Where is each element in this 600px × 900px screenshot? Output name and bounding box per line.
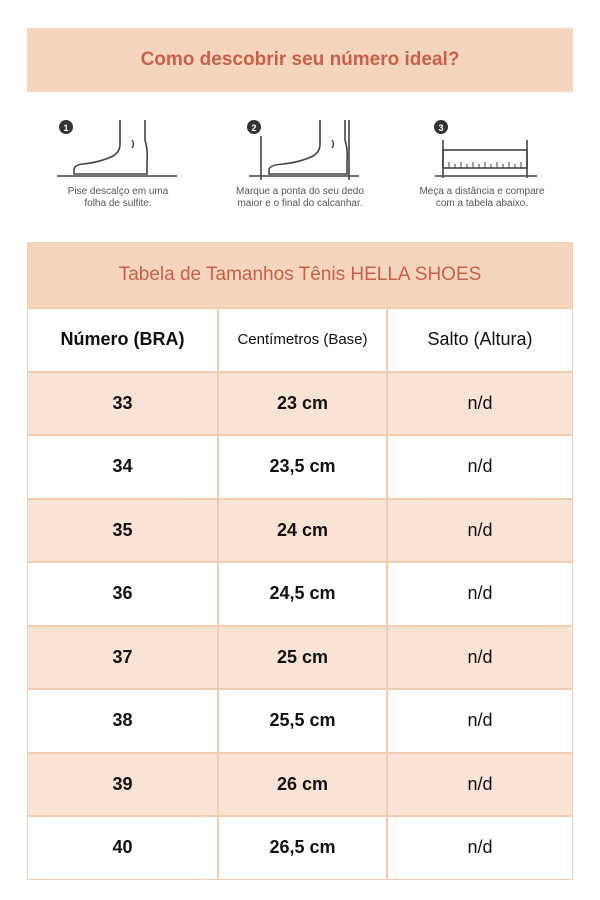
centimeters-cell: 26 cm — [217, 754, 386, 816]
step-3 — [391, 110, 573, 220]
size-table — [27, 242, 573, 880]
table-header-row — [28, 307, 572, 371]
table-row — [28, 752, 572, 816]
size-number-cell: 33 — [112, 392, 133, 413]
how-to-measure-banner — [27, 28, 573, 92]
table-title: Tabela de Tamanhos Tênis HELLA SHOES — [28, 243, 572, 307]
size-number-cell: 39 — [112, 773, 133, 794]
heel-height-cell: n/d — [386, 817, 572, 879]
centimeters-cell: 25,5 cm — [217, 690, 386, 752]
size-number-cell: 38 — [112, 710, 133, 731]
centimeters-cell: 26,5 cm — [217, 817, 386, 879]
foot-on-paper-icon — [27, 110, 209, 182]
step-3-caption: Meça a distância e compare com a tabela abaixo. — [419, 186, 545, 209]
centimeters-cell: 23,5 cm — [217, 436, 386, 498]
step-1 — [27, 110, 209, 220]
size-number-cell: 36 — [112, 583, 133, 604]
heel-height-cell: n/d — [386, 627, 572, 689]
svg-text:2: 2 — [251, 123, 257, 133]
svg-text:3: 3 — [438, 123, 444, 133]
column-header: Salto (Altura) — [386, 309, 572, 371]
size-number-cell: 35 — [112, 519, 133, 540]
centimeters-cell: 24,5 cm — [217, 563, 386, 625]
svg-text:1: 1 — [63, 123, 69, 133]
ruler-measure-icon — [391, 110, 573, 182]
heel-height-cell: n/d — [386, 563, 572, 625]
banner-title: Como descobrir seu número ideal? — [140, 49, 460, 70]
centimeters-cell: 24 cm — [217, 500, 386, 562]
step-2 — [209, 110, 391, 220]
heel-height-cell: n/d — [386, 436, 572, 498]
table-row — [28, 498, 572, 562]
centimeters-cell: 23 cm — [217, 373, 386, 435]
table-row — [28, 434, 572, 498]
column-header: Centímetros (Base) — [217, 309, 386, 371]
heel-height-cell: n/d — [386, 690, 572, 752]
measure-steps — [27, 110, 573, 220]
heel-height-cell: n/d — [386, 754, 572, 816]
size-number-cell: 34 — [112, 456, 133, 477]
size-number-cell: 40 — [112, 837, 133, 858]
centimeters-cell: 25 cm — [217, 627, 386, 689]
step-1-caption: Pise descalço em uma folha de sulfite. — [67, 186, 169, 209]
table-row — [28, 561, 572, 625]
table-row — [28, 688, 572, 752]
step-2-caption: Marque a ponta do seu dedo maior e o final do calcanhar. — [236, 186, 364, 209]
heel-height-cell: n/d — [386, 500, 572, 562]
column-header: Número (BRA) — [60, 329, 185, 350]
size-number-cell: 37 — [112, 646, 133, 667]
table-row — [28, 371, 572, 435]
table-row — [28, 815, 572, 879]
foot-marking-icon — [209, 110, 391, 182]
heel-height-cell: n/d — [386, 373, 572, 435]
table-row — [28, 625, 572, 689]
